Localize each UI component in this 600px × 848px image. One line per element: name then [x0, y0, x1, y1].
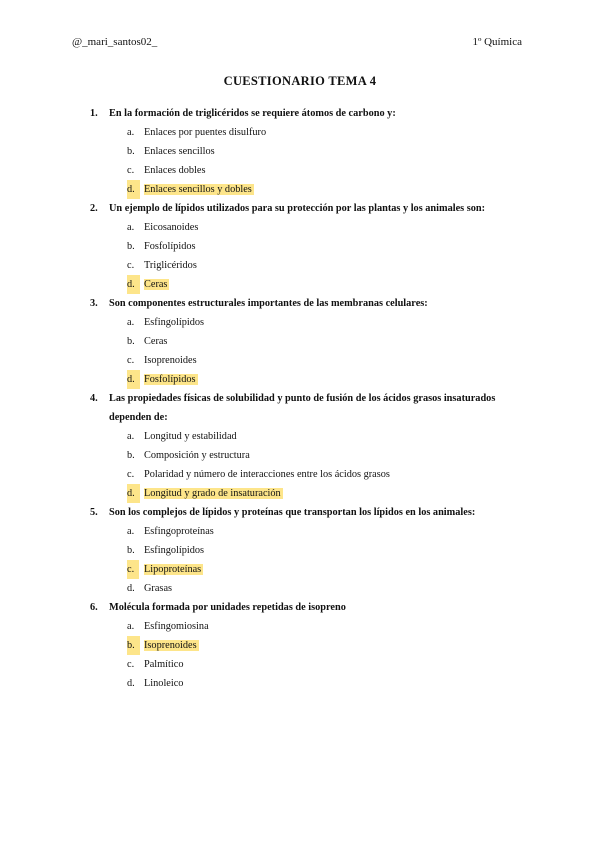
option-letter: b.	[127, 636, 140, 655]
option-text: Palmítico	[144, 659, 184, 670]
question-number: 5.	[90, 507, 98, 518]
option-text: Longitud y grado de insaturación	[144, 488, 281, 499]
option-letter: c.	[127, 560, 139, 579]
question-text	[90, 104, 530, 123]
option-letter: d.	[127, 484, 140, 503]
option-letter: a.	[127, 222, 135, 233]
option-item	[90, 522, 530, 541]
question-text	[90, 199, 530, 218]
option-correct	[90, 275, 530, 294]
option-text: Linoleico	[144, 678, 184, 689]
question-5	[90, 503, 530, 598]
question-3	[90, 294, 530, 389]
question-text	[90, 389, 530, 427]
option-list	[90, 123, 530, 199]
course-label: 1º Química	[472, 36, 522, 48]
option-letter: b.	[127, 241, 135, 252]
option-letter: c.	[127, 659, 135, 670]
option-text: Triglicéridos	[144, 260, 197, 271]
question-1	[90, 104, 530, 199]
question-text	[90, 598, 530, 617]
option-letter: a.	[127, 127, 135, 138]
question-2	[90, 199, 530, 294]
question-list	[90, 104, 530, 693]
question-text	[90, 503, 530, 522]
option-item	[90, 218, 530, 237]
option-item	[90, 332, 530, 351]
option-item	[90, 427, 530, 446]
option-text: Esfingolípidos	[144, 545, 205, 556]
option-text: Enlaces sencillos y dobles	[144, 184, 252, 195]
question-number: 4.	[90, 393, 98, 404]
option-text: Enlaces dobles	[144, 165, 206, 176]
option-text: Fosfolípidos	[144, 374, 196, 385]
option-item	[90, 655, 530, 674]
option-text: Eicosanoides	[144, 222, 199, 233]
question-6	[90, 598, 530, 693]
option-letter: b.	[127, 336, 135, 347]
option-letter: a.	[127, 317, 135, 328]
option-correct	[90, 484, 530, 503]
question-statement: Son los complejos de lípidos y proteínas que transportan los lípidos en los animales:	[109, 507, 476, 518]
option-item	[90, 142, 530, 161]
option-letter: a.	[127, 431, 135, 442]
option-text: Polaridad y número de interacciones entre los ácidos grasos	[144, 469, 390, 480]
option-text: Enlaces por puentes disulfuro	[144, 127, 267, 138]
option-item	[90, 313, 530, 332]
option-text: Ceras	[144, 279, 168, 290]
option-item	[90, 541, 530, 560]
question-statement: Molécula formada por unidades repetidas de isopreno	[109, 602, 346, 613]
option-list	[90, 218, 530, 294]
option-text: Grasas	[144, 583, 173, 594]
option-item	[90, 237, 530, 256]
option-letter: b.	[127, 545, 135, 556]
option-item	[90, 617, 530, 636]
option-text: Lipoproteínas	[144, 564, 202, 575]
document-title: CUESTIONARIO TEMA 4	[223, 74, 377, 88]
option-letter: d.	[127, 275, 140, 294]
option-item	[90, 446, 530, 465]
option-letter: b.	[127, 450, 135, 461]
option-correct	[90, 370, 530, 389]
option-letter: c.	[127, 355, 135, 366]
option-list	[90, 313, 530, 389]
question-statement: Un ejemplo de lípidos utilizados para su protección por las plantas y los animales son:	[109, 203, 486, 214]
option-correct	[90, 560, 530, 579]
option-text: Isoprenoides	[144, 355, 197, 366]
option-item	[90, 161, 530, 180]
option-text: Ceras	[144, 336, 168, 347]
question-number: 1.	[90, 108, 98, 119]
option-item	[90, 465, 530, 484]
option-item	[90, 579, 530, 598]
question-4	[90, 389, 530, 503]
option-list	[90, 522, 530, 598]
question-text	[90, 294, 530, 313]
option-list	[90, 427, 530, 503]
option-text: Fosfolípidos	[144, 241, 196, 252]
option-text: Composición y estructura	[144, 450, 250, 461]
option-correct	[90, 180, 530, 199]
question-number: 6.	[90, 602, 98, 613]
option-text: Enlaces sencillos	[144, 146, 215, 157]
option-item	[90, 123, 530, 142]
option-letter: a.	[127, 621, 135, 632]
option-item	[90, 351, 530, 370]
option-letter: a.	[127, 526, 135, 537]
option-letter: d.	[127, 583, 135, 594]
option-letter: d.	[127, 678, 135, 689]
option-letter: d.	[127, 370, 140, 389]
option-list	[90, 617, 530, 693]
question-number: 2.	[90, 203, 98, 214]
option-text: Isoprenoides	[144, 640, 197, 651]
option-letter: c.	[127, 165, 135, 176]
option-text: Esfingolípidos	[144, 317, 205, 328]
question-number: 3.	[90, 298, 98, 309]
question-statement: En la formación de triglicéridos se requiere átomos de carbono y:	[109, 108, 396, 119]
option-text: Esfingoproteínas	[144, 526, 214, 537]
option-text: Esfingomiosina	[144, 621, 209, 632]
author-handle: @_mari_santos02_	[72, 36, 158, 48]
option-letter: c.	[127, 469, 135, 480]
page-header	[72, 36, 522, 52]
option-text: Longitud y estabilidad	[144, 431, 237, 442]
option-item	[90, 256, 530, 275]
question-statement: Son componentes estructurales importantes de las membranas celulares:	[109, 298, 428, 309]
option-letter: d.	[127, 180, 140, 199]
option-letter: c.	[127, 260, 135, 271]
option-letter: b.	[127, 146, 135, 157]
option-item	[90, 674, 530, 693]
option-correct	[90, 636, 530, 655]
question-statement: Las propiedades físicas de solubilidad y punto de fusión de los ácidos grasos insaturados dependen de:	[109, 393, 496, 423]
